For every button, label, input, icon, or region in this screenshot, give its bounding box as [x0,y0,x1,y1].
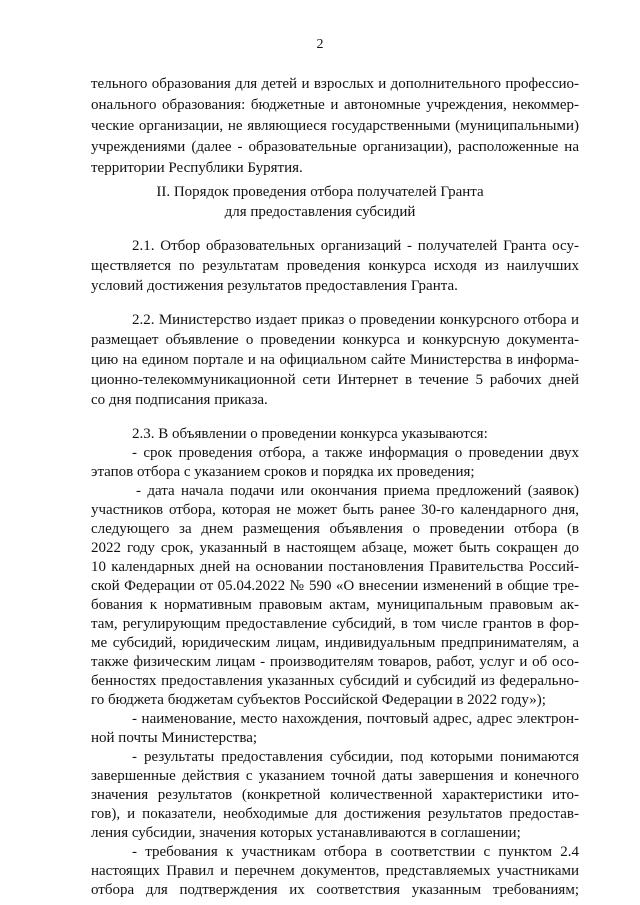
list-item: значения результатов (конкретной количественной характеристики ито- [91,787,579,803]
list-item: 2022 году срок, указанный в настоящем абзаце, может быть сокращен до [91,540,579,556]
list-item: ской Федерации от 05.04.2022 № 590 «О внесении изменений в общие тре- [91,578,579,594]
paragraph-line: тельного образования для детей и взрослых и дополнительного профессио- [91,76,579,92]
list-item: - требования к участникам отбора в соответствии с пунктом 2.4 [132,844,579,860]
paragraph-line: 2.2. Министерство издает приказ о проведении конкурсного отбора и [132,312,579,328]
list-item: участников отбора, которая не может быть ранее 30-го календарного дня, [91,502,579,518]
list-item: - срок проведения отбора, а также информация о проведении двух [132,445,579,461]
list-item: там, регулирующим предоставление субсидий, в том числе грантов в фор- [91,616,579,632]
list-item: - наименование, место нахождения, почтовый адрес, адрес электрон- [132,711,579,727]
paragraph-line: 2.3. В объявлении о проведении конкурса указываются: [132,426,488,442]
paragraph-line: учреждениями (далее - образовательные организации), расположенные на [91,139,579,155]
list-item: настоящих Правил и перечнем документов, представляемых участниками [91,863,579,879]
paragraph-line: онального образования: бюджетные и автономные учреждения, некоммер- [91,97,579,113]
list-item: завершенные действия с указанием точной даты завершения и конечного [91,768,579,784]
paragraph-line: 2.1. Отбор образовательных организаций - получателей Гранта осу- [132,238,579,254]
list-item: следующего за днем размещения объявления о проведении отбора (в [91,521,579,537]
list-item: - результаты предоставления субсидии, под которыми понимаются [132,749,579,765]
list-item: отбора для подтверждения их соответствия указанным требованиям; [91,882,579,898]
list-item: ме субсидий, юридическим лицам, индивидуальным предпринимателям, а [91,635,579,651]
paragraph-line: условий достижения результатов предоставления Гранта. [91,278,458,294]
list-item: ления субсидии, значения которых устанавливаются в соглашении; [91,825,521,841]
section-title: II. Порядок проведения отбора получателей Гранта [156,184,484,200]
paragraph-line: цию на едином портале и на официальном сайте Министерства в информа- [91,352,579,368]
list-item: бенностях предоставления указанных субсидий и субсидий из федерально- [91,673,579,689]
list-item: - дата начала подачи или окончания приема предложений (заявок) [136,483,579,499]
list-item: 10 календарных дней на основании постановления Правительства Россий- [91,559,579,575]
paragraph-line: ществляется по результатам проведения конкурса исходя из наилучших [91,258,579,274]
paragraph-line: ческие организации, не являющиеся государственными (муниципальными) [91,118,579,134]
list-item: бования к нормативным правовым актам, муниципальным правовым ак- [91,597,579,613]
list-item: ной почты Министерства; [91,730,258,746]
list-item: также физическим лицам - производителям товаров, работ, услуг и об осо- [91,654,579,670]
paragraph-line: размещает объявление о проведении конкурса и конкурсную документа- [91,332,579,348]
section-title: для предоставления субсидий [224,204,416,220]
page-number: 2 [316,37,324,52]
list-item: го бюджета бюджетам субъектов Российской Федерации в 2022 году»); [91,692,546,708]
list-item: гов), и показатели, необходимые для достижения результатов предостав- [91,806,579,822]
paragraph-line: территории Республики Бурятия. [91,160,303,176]
list-item: этапов отбора с указанием сроков и порядка их проведения; [91,464,475,480]
paragraph-line: ционно-телекоммуникационной сети Интернет в течение 5 рабочих дней [91,372,579,388]
paragraph-line: со дня подписания приказа. [91,392,268,408]
